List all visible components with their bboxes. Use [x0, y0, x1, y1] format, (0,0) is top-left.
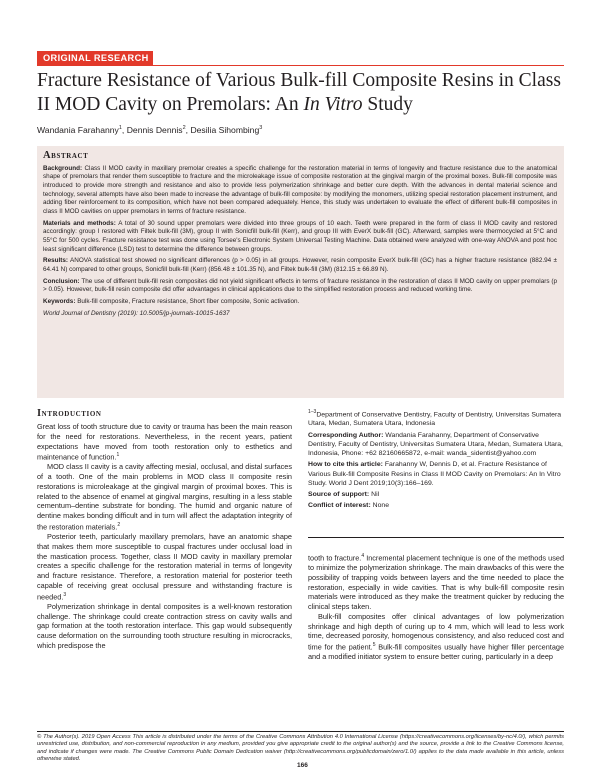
abstract-results: Results: ANOVA statistical test showed no significant differences (p > 0.05) in all groups. However, resin composite EverX bulk-fill (GC) has a higher fracture resistance (882.94 ± 64.41 N) compared to other groups, Sonicfill bulk-fill (Kerr) (856.48 ± 101.35 N), and Filtek bulk-fill (3M) (812.15 ± 66.89 N). [43, 257, 557, 273]
author-name: Desilia Sihombing [190, 125, 260, 135]
source-of-support: Source of support: Nil [308, 490, 380, 498]
page-number: 166 [297, 762, 308, 769]
footer-rule [37, 731, 564, 732]
body-paragraph: Great loss of tooth structure due to cavity or trauma has been the main reason for the need for restorations. Nevertheless, in the recent years, patient expectations have moved from tooth restoration only to esthetics and maintenance of function.$^1$ [37, 422, 292, 462]
author-name: Dennis Dennis [126, 125, 183, 135]
body-paragraph: Polymerization shrinkage in dental composites is a well-known restoration challenge. The shrinkage could create contraction stress on cavity walls and gap formation at the tooth restoration interface. This gap would subsequently cause deformation on the surrounding tooth structure resulting in microcracks, which predispose the [37, 601, 292, 650]
body-paragraph: Bulk-fill composites offer clinical advantages of low polymerization shrinkage and high depth of curing up to 4 mm, which will lead to less work time, decreased porosity, homogenous consistency, and also reduced cost and time for the patient.$^5$ Bulk-fill composites usually have higher filler percentage and a modified initiator system to ensure better curing, particularly in a deep [308, 611, 565, 662]
header-rule [37, 65, 564, 66]
author-name: Wandania Farahanny [37, 125, 119, 135]
affiliation-block [308, 408, 564, 512]
affiliation-department: $^{1-3}$Department of Conservative Dentistry, Faculty of Dentistry, Universitas Sumatera Utara, Medan, Sumatera Utara, Indonesia [308, 409, 562, 428]
left-column [37, 422, 292, 651]
abstract-background: Background: Class II MOD cavity in maxillary premolar creates a specific challenge for the restoration material in terms of longevity and fracture resistance due to the anatomical shape of premolars that render them susceptible to fracture and the microleakage issue of composite restoration at the gingival margin of the proximal boxes. Bulk-fill composite was introduced to provide more strength and resistance and also to provide less polymerization shrinkage and better cure depth. With the advances in dental material science and technology, several attempts have also been made to increase the advantage of bulk-fill composite: by modifying the monomers, utilizing special restoration placement instrument, and adding fiber reinforcement to its composition, which have not been compared adequately. Hence, this study was undertaken to evaluate the effect of different bulk-fill composites in class II MOD cavities on upper premolars in terms of fracture resistance. [43, 164, 558, 215]
introduction-heading: Introduction [37, 408, 102, 419]
abstract-heading: Abstract [43, 150, 89, 161]
corresponding-author: Corresponding Author: Wandania Farahanny, Department of Conservative Dentistry, Faculty of Dentistry, Universitas Sumatera Utara, Medan, Sumatera Utara, Indonesia, Phone: +62 82160665872, e-mail: wanda_sidentist@yahoo.com [308, 431, 563, 458]
body-paragraph: MOD class II cavity is a cavity affecting mesial, occlusal, and distal surfaces of a tooth. One of the main problems in MOD class II composite resin restorations is microleakage at the gingival margin of proximal boxes. This is related to the absence of enamel at gingival margins, resulting in a less stable cementum–dentine substrate for bonding. The humid and organic nature of dentine makes bonding difficult and in turn will affect the adaptation integrity of the restoration materials.$^2$ [37, 462, 292, 532]
how-to-cite: How to cite this article: Farahanny W, Dennis D, et al. Fracture Resistance of Various Bulk-fill Composite Resins in Class II MOD Cavity on Premolars: An In Vitro Study. World J Dent 2019;10(3):166–169. [308, 461, 561, 487]
body-paragraph: Posterior teeth, particularly maxillary premolars, have an anatomic shape that makes them more susceptible to cuspal fractures under occlusal load in the mastication process. Together, class II MOD cavity in maxillary premolar creates a specific challenge for the restoration material in terms of longevity and fracture resistance. Therefore, a restoration material for posterior teeth capable of receiving great occlusal pressure and withstanding fracture is needed.$^3$ [37, 532, 292, 602]
conflict-of-interest: Conflict of interest: None [308, 502, 389, 510]
article-title: Fracture Resistance of Various Bulk-fill Composite Resins in Class II MOD Cavity on Premolars: An In Vitro Study [37, 70, 561, 115]
author-list: Wandania Farahanny$^1$, Dennis Dennis$^2$, Desilia Sihombing$^3$ [37, 125, 263, 135]
abstract-conclusion: Conclusion: The use of different bulk-fill resin composites did not yield significant effects in terms of fracture resistance in the restoration of class II MOD cavity on upper premolars (p > 0.05). However, bulk-fill resin composite did offer advantages in clinical applications due to the simplified restoration process and reduced working time. [43, 277, 557, 294]
affiliation-rule [308, 537, 564, 538]
abstract-citation: World Journal of Dentistry (2019): 10.5005/jp-journals-10015-1637 [43, 309, 230, 317]
section-badge: ORIGINAL RESEARCH [37, 51, 153, 65]
license-footer: © The Author(s). 2019 Open Access This article is distributed under the terms of the Creative Commons Attribution 4.0 International License (https://creativecommons.org/licenses/by-nc/4.0/), which permits unrestricted use, distribution, and non-commercial reproduction in any medium, provided you give appropriate credit to the original author(s) and the source, provide a link to the Creative Commons license, and indicate if changes were made. The Creative Commons Public Domain Dedication waiver (http://creativecommons.org/publicdomain/zero/1.0/) applies to the data made available in this article, unless otherwise stated. [37, 734, 564, 763]
abstract-box [37, 146, 564, 398]
abstract-methods: Materials and methods: A total of 30 sound upper premolars were divided into three groups of 10 each. Teeth were prepared in the form of class II MOD cavity and restored accordingly: group I restored with Filtek bulk-fill (3M), group II with Sonicfill bulk-fill (Kerr), and group III with EverX bulk-fill (GC). Afterward, samples were thermocycled at 5°C and 55°C for 500 cycles. Fracture resistance test was done using Torsee's Electronic System Universal Testing Machine. Data obtained were analyzed with one-way ANOVA and post hoc least significant difference (LSD) test to determine the difference between groups. [43, 219, 557, 253]
right-column [308, 552, 564, 662]
body-paragraph: tooth to fracture.$^4$ Incremental placement technique is one of the methods used to minimize the polymerization shrinkage. The main drawbacks of this were the possibility of trapping voids between layers and the time needed to place the restoration, especially in wide cavities. That is why bulk-fill composite resin materials were introduced as they make the treatment quicker by reducing the clinical steps taken. [308, 553, 564, 612]
abstract-keywords: Keywords: Bulk-fill composite, Fracture resistance, Short fiber composite, Sonic activation. [43, 297, 300, 305]
